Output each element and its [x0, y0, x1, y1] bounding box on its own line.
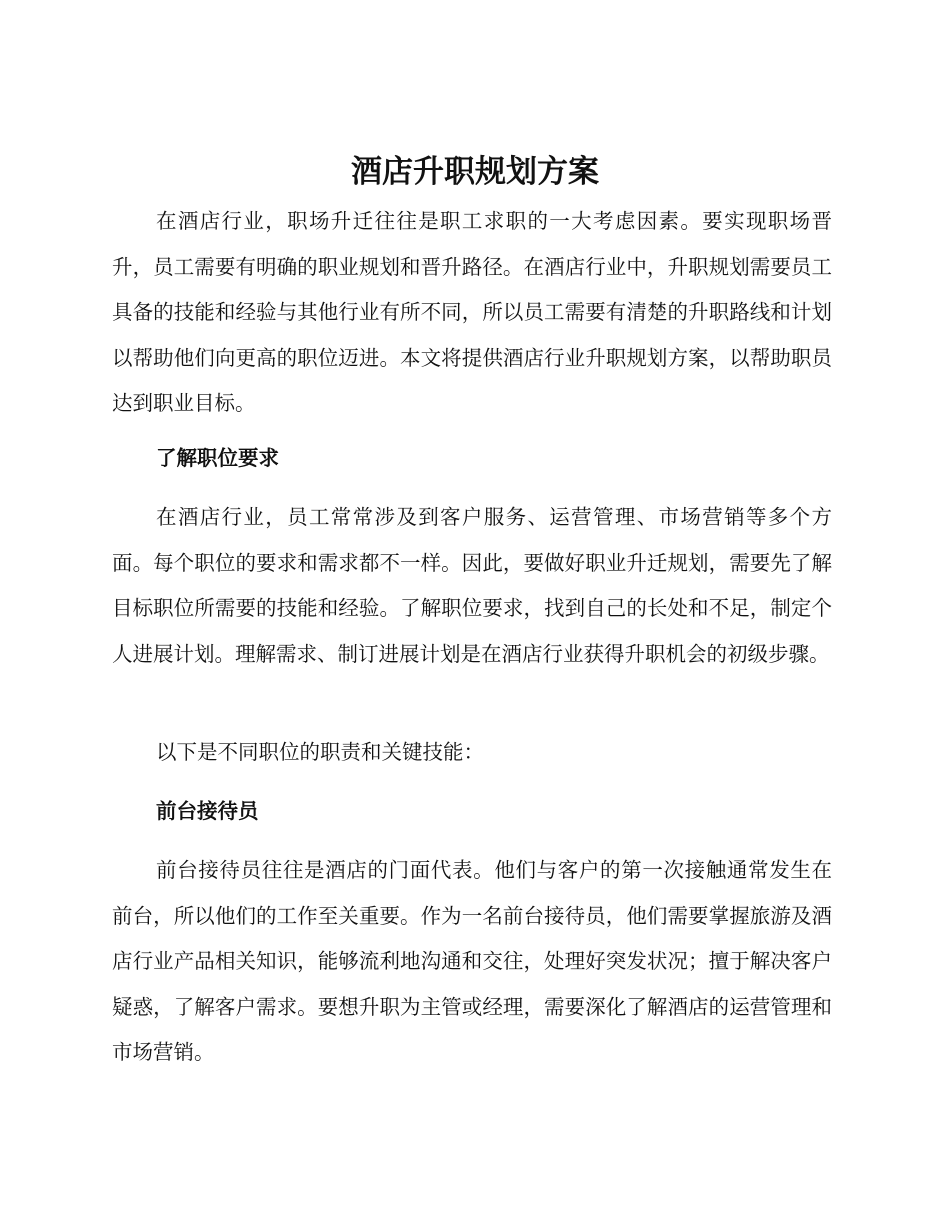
front-desk-paragraph: 前台接待员往往是酒店的门面代表。他们与客户的第一次接触通常发生在前台，所以他们的工作至关重要。作为一名前台接待员，他们需要掌握旅游及酒店行业产品相关知识，能够流利地沟通和交往，处理好突发状况；擅于解决客户疑惑，了解客户需求。要想升职为主管或经理，需要深化了解酒店的运营管理和市场营销。	[112, 858, 832, 1064]
job-requirements-paragraph: 在酒店行业，员工常常涉及到客户服务、运营管理、市场营销等多个方面。每个职位的要求和需求都不一样。因此，要做好职业升迁规划，需要先了解目标职位所需要的技能和经验。了解职位要求，找到自己的长处和不足，制定个人进展计划。理解需求、制订进展计划是在酒店行业获得升职机会的初级步骤。	[112, 505, 832, 666]
intro-paragraph: 在酒店行业，职场升迁往往是职工求职的一大考虑因素。要实现职场晋升，员工需要有明确的职业规划和晋升路径。在酒店行业中，升职规划需要员工具备的技能和经验与其他行业有所不同，所以员工需要有清楚的升职路线和计划以帮助他们向更高的职位迈进。本文将提供酒店行业升职规划方案，以帮助职员达到职业目标。	[112, 209, 832, 415]
section-heading-front-desk: 前台接待员	[156, 799, 259, 823]
document-title: 酒店升职规划方案	[351, 154, 599, 190]
list-intro-paragraph: 以下是不同职位的职责和关键技能：	[156, 740, 484, 764]
section-heading-job-requirements: 了解职位要求	[156, 446, 279, 470]
